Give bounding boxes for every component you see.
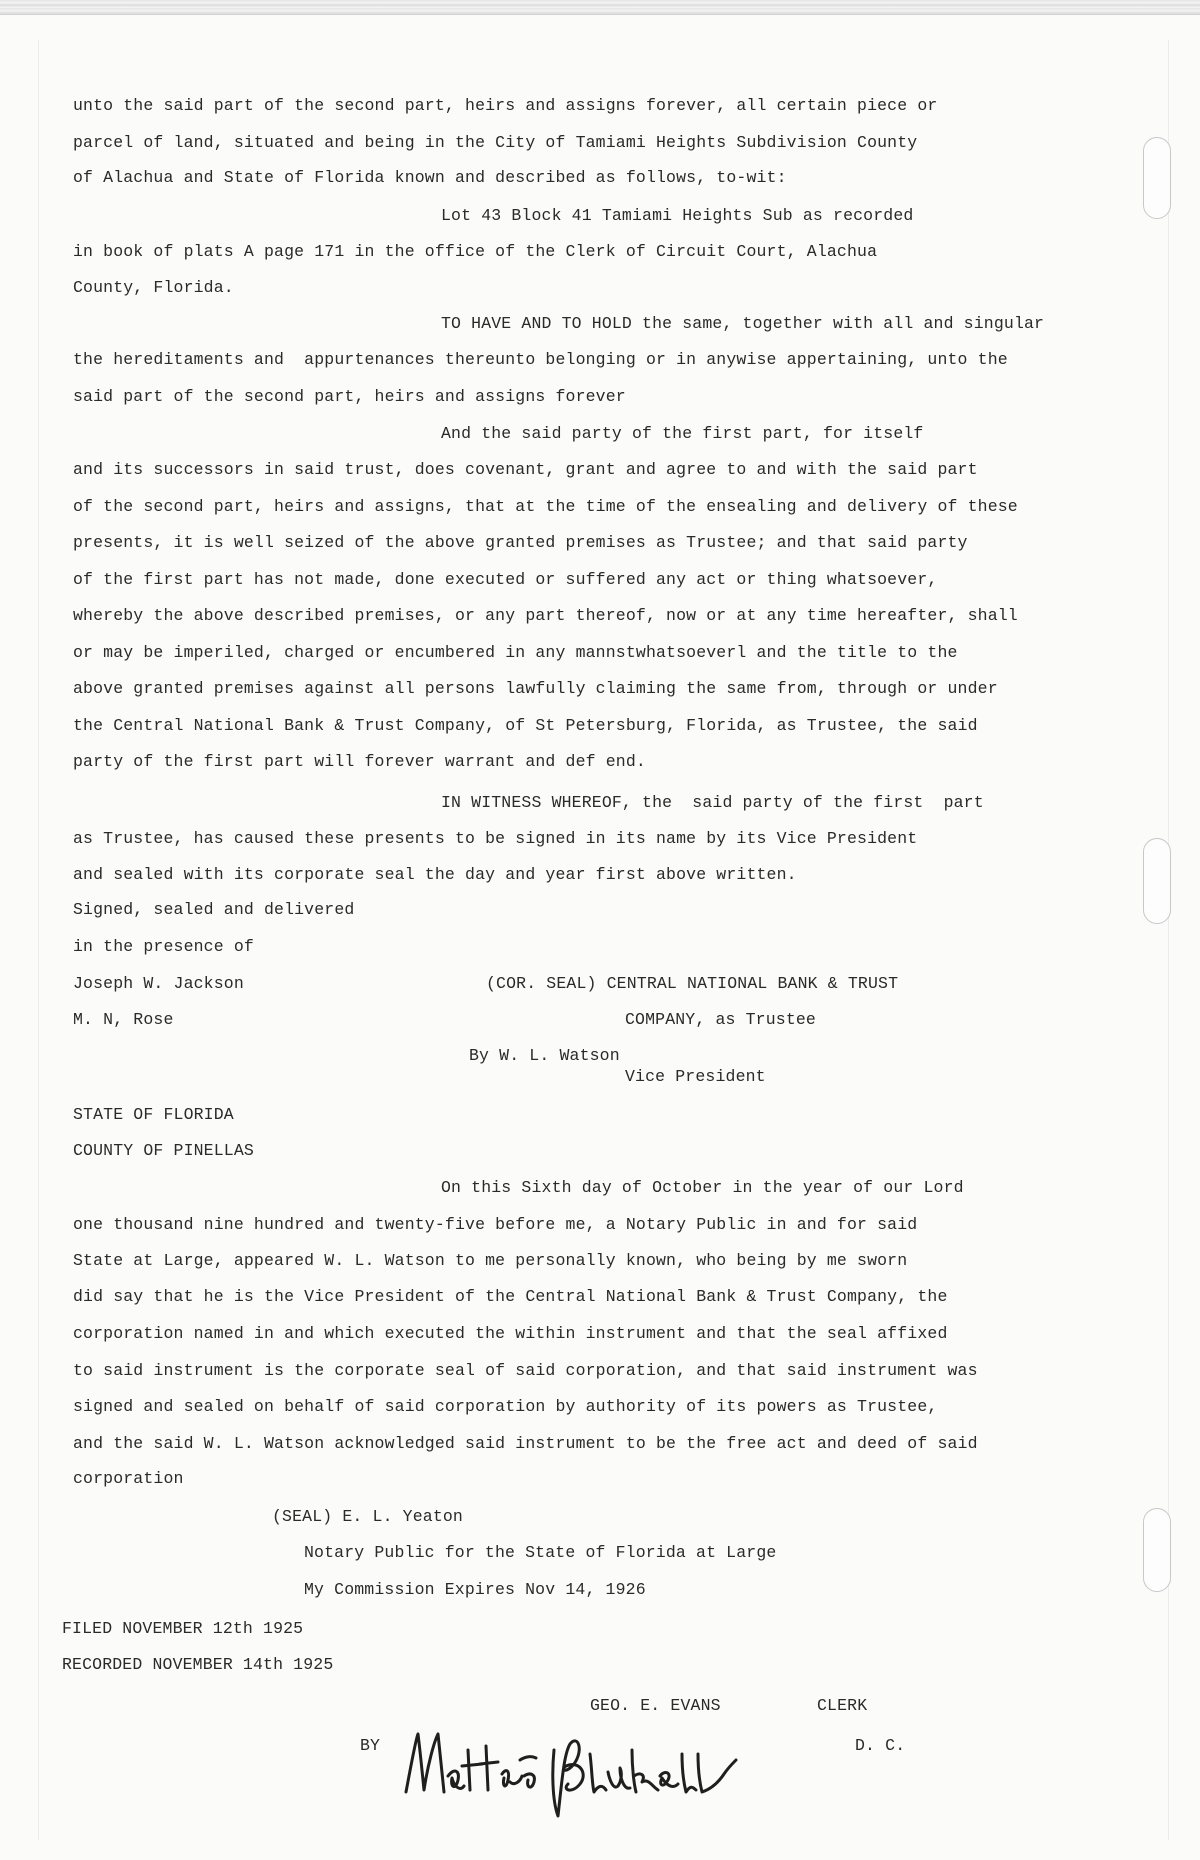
acknowledgment-line-6: to said instrument is the corporate seal of said corporation, and that said instrument was <box>73 1361 978 1380</box>
deputy-clerk-title: D. C. <box>855 1736 906 1755</box>
by-signer-line: By W. L. Watson <box>469 1046 620 1065</box>
paragraph-1-line-2: parcel of land, situated and being in the City of Tamiami Heights Subdivision County <box>73 133 918 152</box>
witness-line-2: as Trustee, has caused these presents to be signed in its name by its Vice President <box>73 829 918 848</box>
acknowledgment-line-9: corporation <box>73 1469 184 1488</box>
recorded-date: RECORDED NOVEMBER 14th 1925 <box>62 1655 334 1674</box>
notary-seal-line: (SEAL) E. L. Yeaton <box>272 1507 463 1526</box>
notary-public-line: Notary Public for the State of Florida at Large <box>304 1543 777 1562</box>
clerk-name: GEO. E. EVANS <box>590 1696 721 1715</box>
presence-line: in the presence of <box>73 937 254 956</box>
covenant-line-7: or may be imperiled, charged or encumbered in any mannstwhatsoeverl and the title to the <box>73 643 958 662</box>
witness-line-3: and sealed with its corporate seal the day and year first above written. <box>73 865 797 884</box>
acknowledgment-line-4: did say that he is the Vice President of the Central National Bank & Trust Company, the <box>73 1287 948 1306</box>
covenant-line-3: of the second part, heirs and assigns, that at the time of the ensealing and delivery of these <box>73 497 1018 516</box>
habendum-line-2: the hereditaments and appurtenances thereunto belonging or in anywise appertaining, unto the <box>73 350 1008 369</box>
covenant-line-6: whereby the above described premises, or any part thereof, now or at any time hereafter, shall <box>73 606 1018 625</box>
binder-hole-middle <box>1143 838 1171 924</box>
habendum-line-1: TO HAVE AND TO HOLD the same, together with all and singular <box>441 314 1045 333</box>
vice-president-title: Vice President <box>625 1067 766 1086</box>
filed-date: FILED NOVEMBER 12th 1925 <box>62 1619 304 1638</box>
county-heading: COUNTY OF PINELLAS <box>73 1141 254 1160</box>
binder-hole-bottom <box>1143 1508 1171 1592</box>
corporate-seal-line-1: (COR. SEAL) CENTRAL NATIONAL BANK & TRUST <box>486 974 899 993</box>
covenant-line-8: above granted premises against all persons lawfully claiming the same from, through or under <box>73 679 998 698</box>
habendum-line-3: said part of the second part, heirs and assigns forever <box>73 387 626 406</box>
by-label: BY <box>360 1736 381 1755</box>
acknowledgment-line-2: one thousand nine hundred and twenty-five before me, a Notary Public in and for said <box>73 1215 918 1234</box>
witness-signer-2: M. N, Rose <box>73 1010 174 1029</box>
paragraph-1-line-3: of Alachua and State of Florida known and described as follows, to-wit: <box>73 168 787 187</box>
acknowledgment-line-3: State at Large, appeared W. L. Watson to me personally known, who being by me sworn <box>73 1251 908 1270</box>
corporate-seal-line-2: COMPANY, as Trustee <box>625 1010 816 1029</box>
acknowledgment-line-7: signed and sealed on behalf of said corporation by authority of its powers as Trustee, <box>73 1397 938 1416</box>
covenant-line-1: And the said party of the first part, for itself <box>441 424 924 443</box>
paragraph-1-line-5: in book of plats A page 171 in the office of the Clerk of Circuit Court, Alachua <box>73 242 878 261</box>
paragraph-1-line-4: Lot 43 Block 41 Tamiami Heights Sub as recorded <box>441 206 914 225</box>
signed-sealed-line: Signed, sealed and delivered <box>73 900 355 919</box>
deputy-clerk-signature-icon <box>402 1720 742 1830</box>
acknowledgment-line-1: On this Sixth day of October in the year of our Lord <box>441 1178 964 1197</box>
scan-top-edge <box>0 0 1200 15</box>
witness-line-1: IN WITNESS WHEREOF, the said party of the first part <box>441 793 984 812</box>
covenant-line-2: and its successors in said trust, does covenant, grant and agree to and with the said part <box>73 460 978 479</box>
left-margin-line <box>38 40 39 1840</box>
state-heading: STATE OF FLORIDA <box>73 1105 234 1124</box>
acknowledgment-line-8: and the said W. L. Watson acknowledged said instrument to be the free act and deed of said <box>73 1434 978 1453</box>
covenant-line-9: the Central National Bank & Trust Company, of St Petersburg, Florida, as Trustee, the said <box>73 716 978 735</box>
paragraph-1-line-1: unto the said part of the second part, heirs and assigns forever, all certain piece or <box>73 96 938 115</box>
notary-commission-line: My Commission Expires Nov 14, 1926 <box>304 1580 646 1599</box>
paragraph-1-line-6: County, Florida. <box>73 278 234 297</box>
covenant-line-10: party of the first part will forever warrant and def end. <box>73 752 646 771</box>
acknowledgment-line-5: corporation named in and which executed the within instrument and that the seal affixed <box>73 1324 948 1343</box>
covenant-line-5: of the first part has not made, done executed or suffered any act or thing whatsoever, <box>73 570 938 589</box>
clerk-title: CLERK <box>817 1696 868 1715</box>
binder-hole-top <box>1143 137 1171 219</box>
covenant-line-4: presents, it is well seized of the above granted premises as Trustee; and that said party <box>73 533 968 552</box>
witness-signer-1: Joseph W. Jackson <box>73 974 244 993</box>
